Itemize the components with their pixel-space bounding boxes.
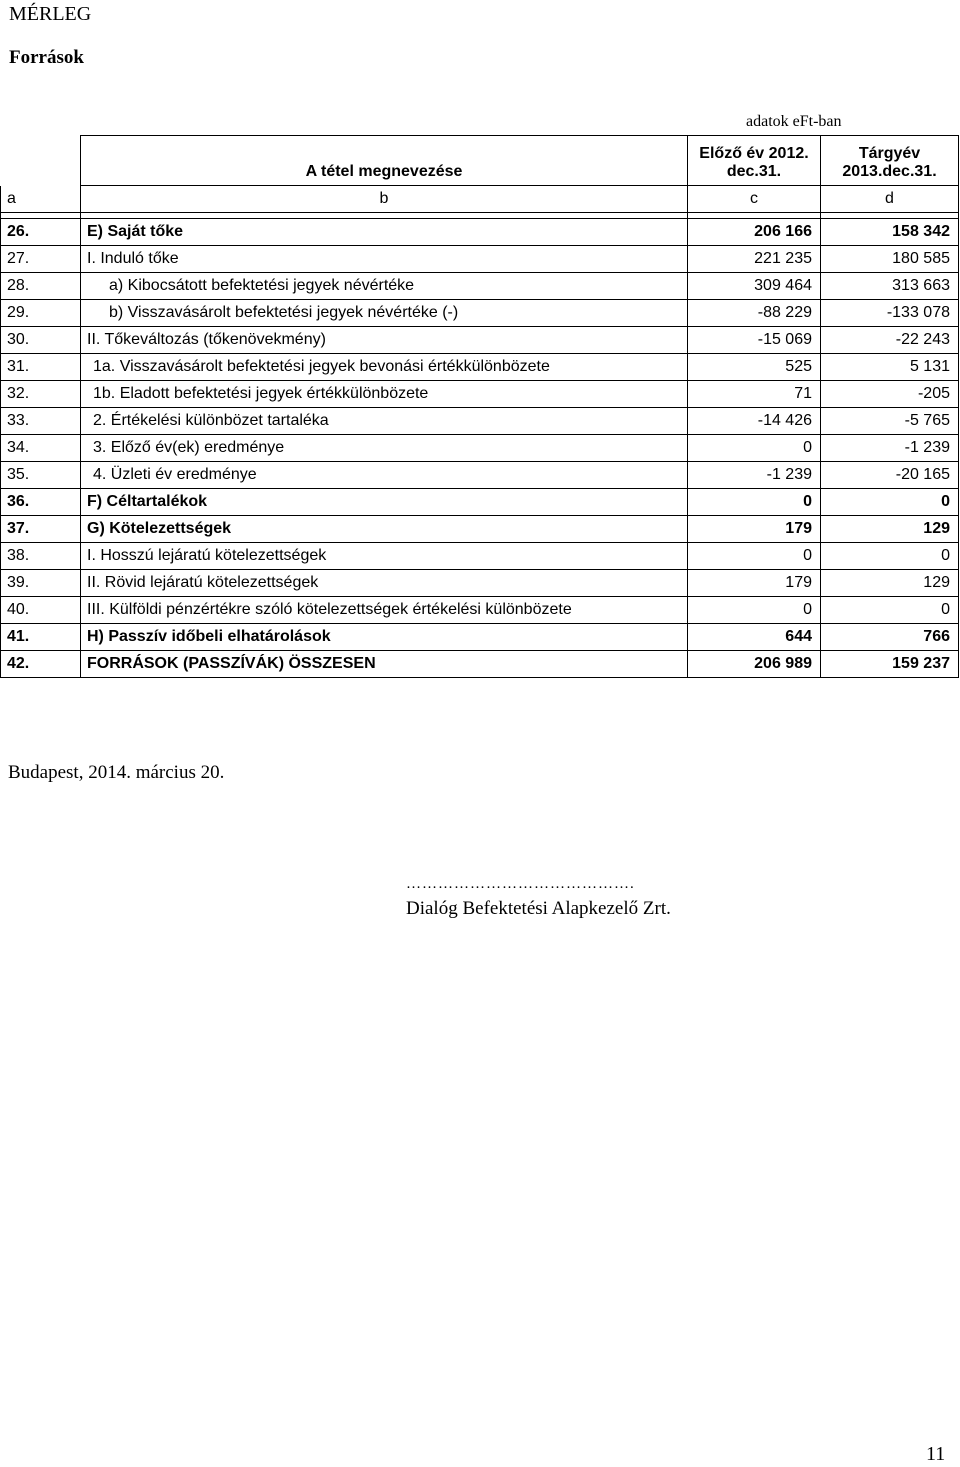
row-prev-value: -14 426 [688,408,821,435]
row-prev-value: 206 989 [688,651,821,678]
row-curr-value: 180 585 [821,246,959,273]
row-index: 31. [1,354,81,381]
column-letter-row [1,186,959,213]
row-index: 40. [1,597,81,624]
row-curr-value: 159 237 [821,651,959,678]
row-index: 29. [1,300,81,327]
balance-sheet-table [0,135,959,678]
header-curr-line1: Tárgyév [858,145,921,162]
row-curr-value: 5 131 [821,354,959,381]
row-name: H) Passzív időbeli elhatárolások [81,624,688,651]
table-row [1,381,959,408]
row-name: II. Rövid lejáratú kötelezettségek [81,570,688,597]
row-name: 2. Értékelési különbözet tartaléka [81,408,688,435]
row-curr-value: -20 165 [821,462,959,489]
row-curr-value: -205 [821,381,959,408]
row-name: FORRÁSOK (PASSZÍVÁK) ÖSSZESEN [81,651,688,678]
row-curr-value: -5 765 [821,408,959,435]
row-curr-value: 0 [821,489,959,516]
row-index: 30. [1,327,81,354]
table-row [1,219,959,246]
row-index: 33. [1,408,81,435]
row-curr-value: 129 [821,516,959,543]
row-prev-value: 0 [688,597,821,624]
row-name: E) Saját tőke [81,219,688,246]
row-index: 32. [1,381,81,408]
row-curr-value: 766 [821,624,959,651]
row-index: 28. [1,273,81,300]
row-curr-value: -133 078 [821,300,959,327]
letter-a: a [1,186,81,213]
table-row [1,516,959,543]
document-title: MÉRLEG [9,3,92,25]
row-name: 1b. Eladott befektetési jegyek értékkülönbözete [81,381,688,408]
table-row [1,273,959,300]
table-row [1,570,959,597]
row-index: 36. [1,489,81,516]
row-name: II. Tőkeváltozás (tőkenövekmény) [81,327,688,354]
row-prev-value: 71 [688,381,821,408]
page-number: 11 [926,1443,946,1465]
row-curr-value: 313 663 [821,273,959,300]
row-curr-value: 158 342 [821,219,959,246]
letter-c: c [688,186,821,213]
row-prev-value: -88 229 [688,300,821,327]
row-index: 41. [1,624,81,651]
table-header-row [1,136,959,186]
row-index: 39. [1,570,81,597]
signatory-name: Dialóg Befektetési Alapkezelő Zrt. [406,898,671,919]
row-curr-value: -1 239 [821,435,959,462]
header-prev-line2: dec.31. [726,163,782,180]
row-prev-value: 0 [688,435,821,462]
row-index: 34. [1,435,81,462]
letter-d: d [821,186,959,213]
row-curr-value: -22 243 [821,327,959,354]
table-row [1,327,959,354]
header-prev-line1: Előző év 2012. [699,145,809,162]
row-prev-value: -1 239 [688,462,821,489]
row-index: 35. [1,462,81,489]
header-cell-prev [688,136,821,186]
table-row [1,462,959,489]
table-row [1,624,959,651]
row-curr-value: 0 [821,597,959,624]
signature-line: ……………………………………. [406,876,635,892]
row-name: F) Céltartalékok [81,489,688,516]
header-cell-index [1,136,81,186]
row-prev-value: 0 [688,543,821,570]
row-name: G) Kötelezettségek [81,516,688,543]
row-index: 38. [1,543,81,570]
row-prev-value: 206 166 [688,219,821,246]
place-and-date: Budapest, 2014. március 20. [8,762,225,783]
row-name: 4. Üzleti év eredménye [81,462,688,489]
header-name: A tétel megnevezése [305,163,463,180]
row-prev-value: -15 069 [688,327,821,354]
header-curr-line2: 2013.dec.31. [842,163,937,180]
row-name: 3. Előző év(ek) eredménye [81,435,688,462]
row-name: III. Külföldi pénzértékre szóló kötelezettségek értékelési különbözete [81,597,688,624]
row-prev-value: 221 235 [688,246,821,273]
table-row [1,435,959,462]
row-curr-value: 0 [821,543,959,570]
row-prev-value: 525 [688,354,821,381]
row-name: I. Hosszú lejáratú kötelezettségek [81,543,688,570]
section-title: Források [9,47,84,68]
row-prev-value: 179 [688,570,821,597]
header-cell-curr [821,136,959,186]
row-curr-value: 129 [821,570,959,597]
row-name: a) Kibocsátott befektetési jegyek névértéke [81,273,688,300]
row-name: I. Induló tőke [81,246,688,273]
row-name: 1a. Visszavásárolt befektetési jegyek bevonási értékkülönbözete [81,354,688,381]
table-row [1,300,959,327]
table-row [1,246,959,273]
header-cell-name [81,136,688,186]
table-row [1,489,959,516]
row-prev-value: 179 [688,516,821,543]
row-index: 42. [1,651,81,678]
table-row [1,408,959,435]
row-prev-value: 309 464 [688,273,821,300]
row-index: 26. [1,219,81,246]
table-row [1,543,959,570]
table-row [1,597,959,624]
row-prev-value: 644 [688,624,821,651]
row-name: b) Visszavásárolt befektetési jegyek névértéke (-) [81,300,688,327]
table-row [1,354,959,381]
letter-b: b [81,186,688,213]
row-index: 37. [1,516,81,543]
unit-note: adatok eFt-ban [746,113,842,130]
row-index: 27. [1,246,81,273]
table-row [1,651,959,678]
row-prev-value: 0 [688,489,821,516]
